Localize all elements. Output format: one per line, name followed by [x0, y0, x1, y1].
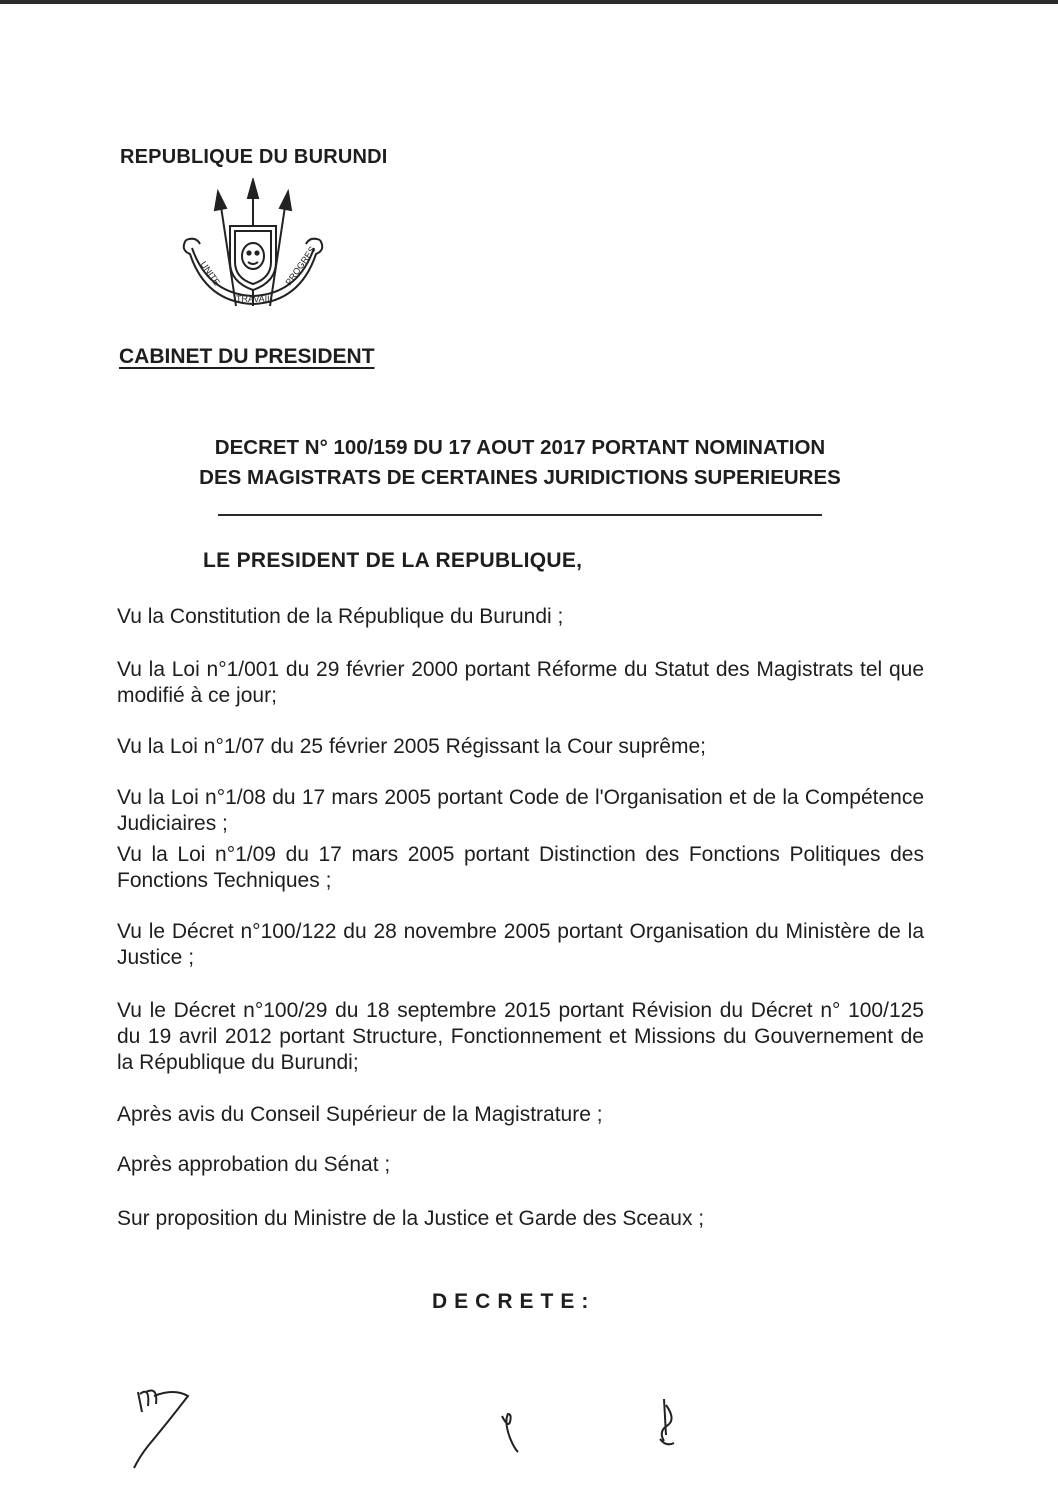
motto-unite: UNITE — [198, 259, 223, 288]
initials-signature-right-icon — [650, 1395, 684, 1455]
motto-progres: PROGRES — [283, 244, 318, 288]
consideration-constitution: Vu la Constitution de la République du Burundi ; — [117, 605, 564, 628]
consideration-senat: Après approbation du Sénat ; — [117, 1153, 391, 1176]
country-header: REPUBLIQUE DU BURUNDI — [120, 146, 388, 168]
decree-title — [100, 433, 940, 493]
consideration-statut-magistrats: Vu la Loi n°1/001 du 29 février 2000 portant Réforme du Statut des Magistrats tel que modifié à ce jour; — [117, 658, 924, 707]
initials-signature-left-icon — [128, 1382, 198, 1472]
consideration-ministere-justice: Vu le Décret n°100/122 du 28 novembre 2005 portant Organisation du Ministère de la Justice ; — [117, 920, 924, 969]
consideration-code-organisation: Vu la Loi n°1/08 du 17 mars 2005 portant Code de l'Organisation et de la Compétence Judiciaires ; — [117, 786, 924, 835]
consideration-conseil-superieur: Après avis du Conseil Supérieur de la Magistrature ; — [117, 1103, 603, 1126]
decree-title-line-2: DES MAGISTRATS DE CERTAINES JURIDICTIONS SUPERIEURES — [199, 466, 841, 489]
initials-signature-middle-icon — [494, 1408, 524, 1458]
office-header: CABINET DU PRESIDENT — [119, 345, 375, 368]
opening-statement: LE PRESIDENT DE LA REPUBLIQUE, — [203, 549, 583, 572]
consideration-revision-decret: Vu le Décret n°100/29 du 18 septembre 2015 portant Révision du Décret n° 100/125 du 19 avril 2012 portant Structure, Fonctionnement et Missions du Gouvernement de la République du Burundi; — [117, 999, 924, 1074]
decree-title-line-1: DECRET N° 100/159 DU 17 AOUT 2017 PORTANT NOMINATION — [214, 436, 826, 459]
decrete-heading: DECRETE: — [432, 1290, 596, 1313]
consideration-proposition-ministre: Sur proposition du Ministre de la Justice et Garde des Sceaux ; — [117, 1207, 705, 1230]
title-divider — [218, 514, 822, 516]
motto-travail: TRAVAIL — [236, 294, 273, 304]
top-border-rule — [0, 0, 1058, 4]
coat-of-arms-icon — [178, 178, 328, 318]
consideration-distinction-fonctions: Vu la Loi n°1/09 du 17 mars 2005 portant Distinction des Fonctions Politiques des Fonctions Techniques ; — [117, 843, 924, 892]
consideration-cour-supreme: Vu la Loi n°1/07 du 25 février 2005 Régissant la Cour suprême; — [117, 735, 706, 758]
